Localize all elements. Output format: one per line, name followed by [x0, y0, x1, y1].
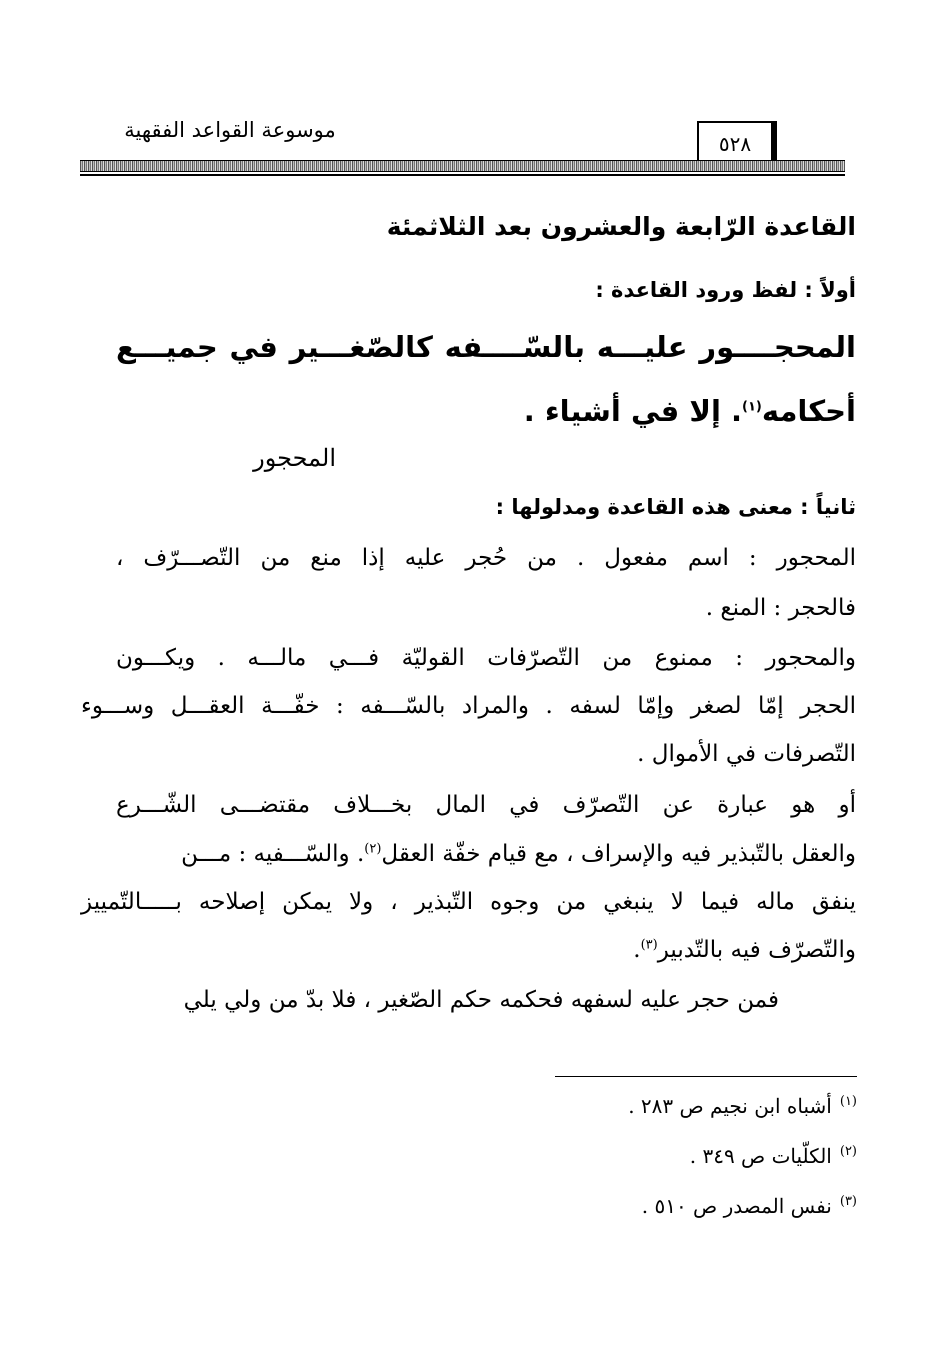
statement-rest: . إلا في أشياء .: [523, 394, 743, 428]
header-ornament-band: [80, 160, 845, 172]
statement-word: أحكامه: [761, 394, 856, 428]
section-heading-2: ثانياً : معنى هذه القاعدة ومدلولها :: [495, 495, 856, 519]
footnote-mark: (٣): [839, 1194, 857, 1210]
section-heading-1: أولاً : لفظ ورود القاعدة :: [595, 278, 856, 302]
paragraph-3-line-2: [181, 841, 856, 867]
paragraph-3-line-4: [633, 937, 856, 963]
footnote-2: [690, 1144, 857, 1168]
rule-title: القاعدة الرّابعة والعشرون بعد الثلاثمئة: [386, 212, 856, 241]
footnote-separator: [555, 1076, 857, 1077]
text-run: والتّصرّف فيه بالتّدبير: [657, 937, 856, 963]
paragraph-1-line-1: المحجور : اسم مفعول . من حُجر عليه إذا منع من التّصـــرّف ،: [116, 545, 856, 571]
footnote-text: نفس المصدر ص ٥١٠ .: [641, 1194, 832, 1218]
footnote-text: الكلّيات ص ٣٤٩ .: [689, 1144, 832, 1168]
footnote-ref-2: (٢): [364, 841, 382, 857]
page-number: ٥٢٨: [697, 121, 777, 165]
text-run: .: [633, 937, 641, 963]
paragraph-1-line-2: فالحجر : المنع .: [705, 595, 856, 621]
rule-statement-line-2: [524, 394, 856, 428]
footnote-mark: (٢): [839, 1144, 857, 1160]
paragraph-4-line-1: فمن حجر عليه لسفهه فحكمه حكم الصّغير ، فلا بدّ من ولي يلي: [183, 987, 779, 1013]
text-run: والعقل بالتّبذير فيه والإسراف ، مع قيام خفّة العقل: [381, 841, 856, 867]
footnote-3: [642, 1194, 857, 1218]
header-rule: [80, 174, 845, 176]
rule-statement-line-1: المحجــــور عليـــه بالسّــــفه كالصّغـــير في جميـــع: [116, 330, 856, 364]
footnote-ref-3: (٣): [640, 937, 658, 953]
paragraph-2-line-3: التّصرفات في الأموال .: [637, 741, 856, 767]
paragraph-3-line-3: ينفق ماله فيما لا ينبغي من وجوه التّبذير ، ولا يمكن إصلاحه بـــــالتّمييز: [81, 889, 856, 915]
text-run: . والسّـــفيه : مـــن: [181, 841, 365, 867]
footnote-ref-1: (١): [742, 399, 762, 415]
footnote-mark: (١): [839, 1094, 857, 1110]
word-mahjur: المحجور: [253, 444, 336, 472]
footnote-text: أشباه ابن نجيم ص ٢٨٣ .: [628, 1094, 832, 1118]
paragraph-2-line-1: والمحجور : ممنوع من التّصرّفات القوليّة فـــي مالـــه . ويكـــون: [116, 645, 856, 671]
paragraph-3-line-1: أو هو عبارة عن التّصرّف في المال بخـــلاف مقتضـــى الشّـــرع: [116, 792, 856, 818]
running-header-title: موسوعة القواعد الفقهية: [124, 118, 336, 142]
footnote-1: [628, 1094, 857, 1118]
paragraph-2-line-2: الحجر إمّا لصغر وإمّا لسفه . والمراد بالسّـــفه : خفّـــة العقـــل وســـوء: [81, 693, 856, 719]
